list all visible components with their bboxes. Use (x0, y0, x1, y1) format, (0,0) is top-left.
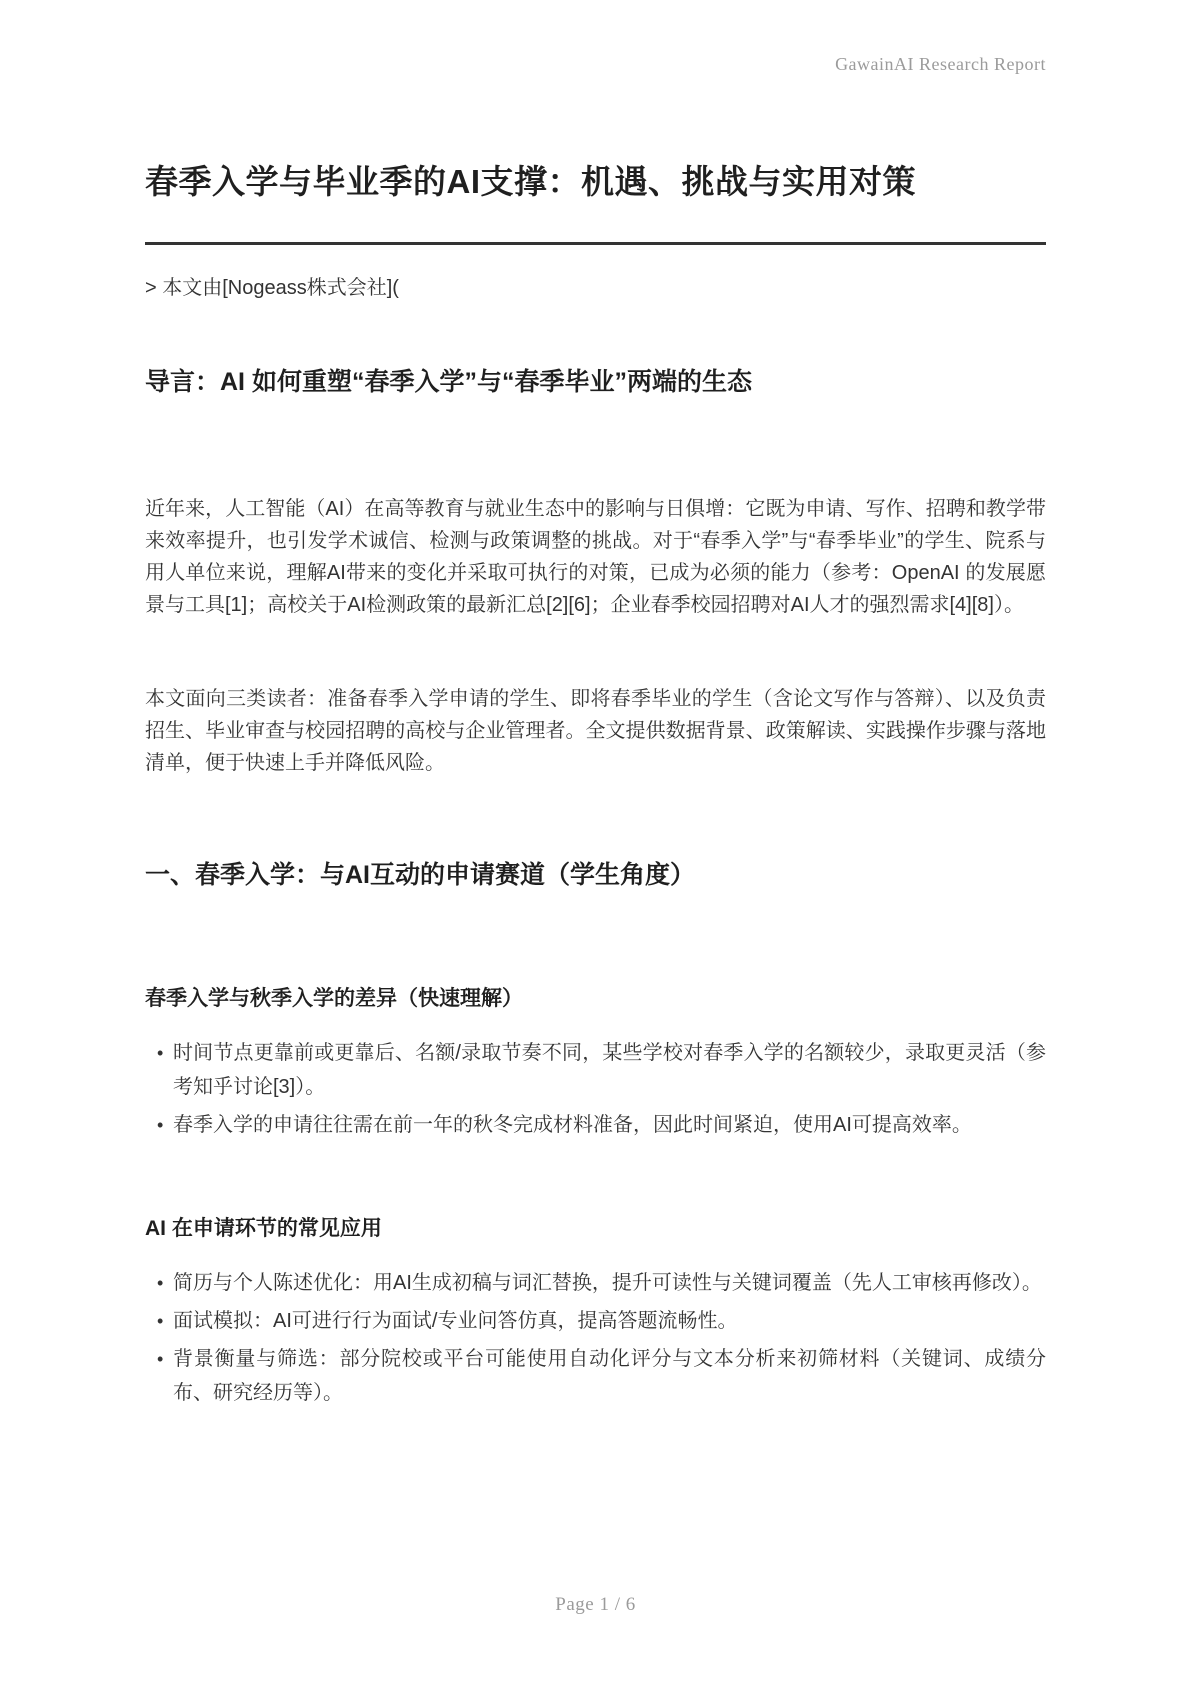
report-header-text: GawainAI Research Report (835, 54, 1046, 74)
list-item: • 简历与个人陈述优化：用AI生成初稿与词汇替换，提升可读性与关键词覆盖（先人工审核再修改）。 (157, 1266, 1046, 1300)
document-title: 春季入学与毕业季的AI支撑：机遇、挑战与实用对策 (145, 161, 1046, 245)
page-number: Page 1 / 6 (555, 1594, 636, 1615)
list-item: • 春季入学的申请往往需在前一年的秋冬完成材料准备，因此时间紧迫，使用AI可提高效率。 (157, 1108, 1046, 1142)
byline-text: > 本文由[Nogeass株式会社]( (145, 277, 399, 299)
page-footer (0, 1592, 1191, 1618)
subsection-ai-applications-heading: AI 在申请环节的常见应用 (145, 1217, 382, 1240)
ai-applications-bullet-list (145, 1266, 1046, 1410)
intro-paragraph-2: 本文面向三类读者：准备春季入学申请的学生、即将春季毕业的学生（含论文写作与答辩）、以及负责招生、毕业审查与校园招聘的高校与企业管理者。全文提供数据背景、政策解读、实践操作步骤与落地清单，便于快速上手并降低风险。 (145, 688, 1046, 774)
intro-paragraph-1: 近年来，人工智能（AI）在高等教育与就业生态中的影响与日俱增：它既为申请、写作、招聘和教学带来效率提升，也引发学术诚信、检测与政策调整的挑战。对于“春季入学”与“春季毕业”的学生、院系与用人单位来说，理解AI带来的变化并采取可执行的对策，已成为必须的能力（参考：OpenAI 的发展愿景与工具[1]；高校关于AI检测政策的最新汇总[2][6]；企业春季校园招聘对AI人才的强烈需求[4][8]）。 (145, 498, 1046, 616)
differences-bullet-list (145, 1036, 1046, 1142)
subsection-differences-heading: 春季入学与秋季入学的差异（快速理解） (145, 987, 523, 1010)
intro-section-heading: 导言：AI 如何重塑“春季入学”与“春季毕业”两端的生态 (145, 368, 752, 396)
section-1-heading: 一、春季入学：与AI互动的申请赛道（学生角度） (145, 861, 696, 889)
list-item: • 面试模拟：AI可进行行为面试/专业问答仿真，提高答题流畅性。 (157, 1304, 1046, 1338)
list-item: • 背景衡量与筛选：部分院校或平台可能使用自动化评分与文本分析来初筛材料（关键词、成绩分布、研究经历等）。 (157, 1342, 1046, 1410)
report-header (145, 0, 1046, 76)
list-item: • 时间节点更靠前或更靠后、名额/录取节奏不同，某些学校对春季入学的名额较少，录取更灵活（参考知乎讨论[3]）。 (157, 1036, 1046, 1104)
